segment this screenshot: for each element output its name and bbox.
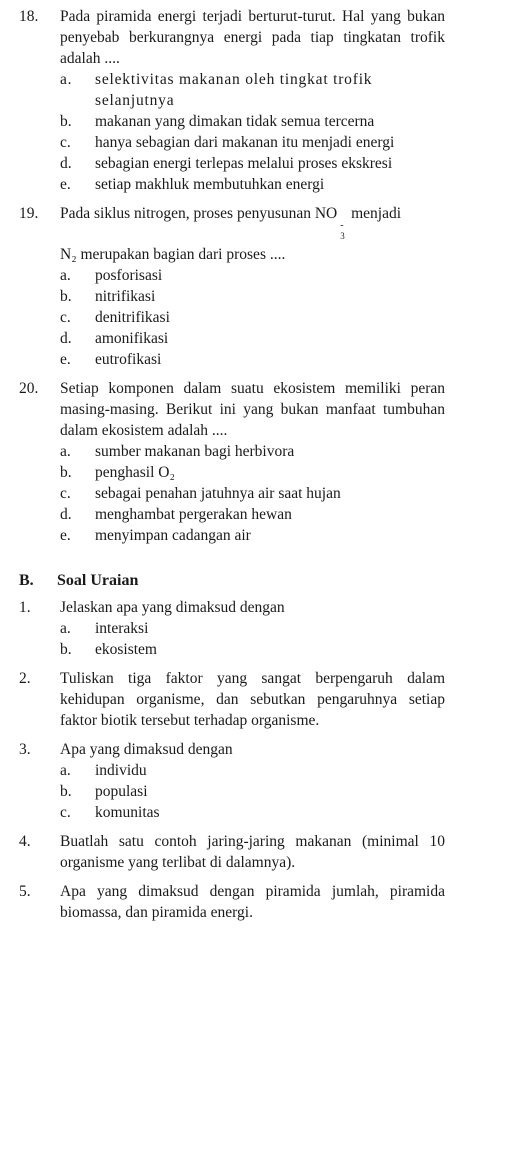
question-stem-line2: N₂ merupakan bagian dari proses ....	[60, 246, 286, 263]
option-b	[0, 111, 515, 132]
option-text: selektivitas makanan oleh tingkat trofik selanjutnya	[95, 71, 373, 109]
question-number: 19.	[19, 205, 39, 222]
option-a	[0, 760, 515, 781]
option-text: denitrifikasi	[95, 309, 170, 326]
essay-question-2	[0, 668, 515, 731]
question-18	[0, 6, 515, 69]
option-a	[0, 441, 515, 462]
option-text: eutrofikasi	[95, 351, 162, 368]
option-b	[0, 781, 515, 802]
option-e	[0, 174, 515, 195]
option-c	[0, 802, 515, 823]
essay-question-4	[0, 831, 515, 873]
option-b	[0, 286, 515, 307]
option-b	[0, 639, 515, 660]
option-letter: a.	[60, 267, 71, 284]
option-letter: a.	[60, 443, 71, 460]
option-text: hanya sebagian dari makanan itu menjadi energi	[95, 134, 395, 151]
section-heading	[0, 570, 515, 591]
option-d	[0, 153, 515, 174]
option-text: posforisasi	[95, 267, 163, 284]
option-letter: a.	[60, 71, 73, 88]
option-letter: c.	[60, 485, 71, 502]
question-stem: Apa yang dimaksud dengan	[60, 741, 233, 758]
nitrate-subscript: 3	[340, 231, 345, 241]
question-stem: Tuliskan tiga faktor yang sangat berpengaruh dalam kehidupan organisme, dan sebutkan pengaruhnya setiap faktor biotik tersebut terhadap organisme.	[60, 670, 445, 729]
option-text: sebagian energi terlepas melalui proses ekskresi	[95, 155, 393, 172]
option-letter: b.	[60, 641, 72, 658]
option-text: populasi	[95, 783, 148, 800]
option-letter: e.	[60, 527, 71, 544]
option-text: penghasil O₂	[95, 464, 175, 481]
option-c	[0, 307, 515, 328]
option-e	[0, 349, 515, 370]
option-a	[0, 618, 515, 639]
question-stem	[60, 203, 445, 241]
option-text: sumber makanan bagi herbivora	[95, 443, 295, 460]
question-stem: Jelaskan apa yang dimaksud dengan	[60, 599, 285, 616]
option-text: makanan yang dimakan tidak semua tercerna	[95, 113, 375, 130]
option-letter: c.	[60, 309, 71, 326]
question-number: 3.	[19, 741, 31, 758]
option-letter: b.	[60, 113, 72, 130]
question-20	[0, 378, 515, 441]
option-letter: b.	[60, 288, 72, 305]
option-text: amonifikasi	[95, 330, 169, 347]
option-text: menghambat pergerakan hewan	[95, 506, 292, 523]
option-c	[0, 483, 515, 504]
option-text: individu	[95, 762, 147, 779]
essay-question-5	[0, 881, 515, 923]
question-number: 4.	[19, 833, 31, 850]
option-letter: c.	[60, 804, 71, 821]
question-stem: Apa yang dimaksud dengan piramida jumlah, piramida biomassa, dan piramida energi.	[60, 883, 445, 921]
question-number: 20.	[19, 380, 39, 397]
option-letter: d.	[60, 330, 72, 347]
option-c	[0, 132, 515, 153]
option-a	[0, 69, 515, 111]
option-letter: b.	[60, 464, 72, 481]
question-stem: Pada piramida energi terjadi berturut-turut. Hal yang bukan penyebab berkurangnya energi pada tiap tingkatan trofik adalah ....	[60, 8, 445, 67]
section-title: Soal Uraian	[57, 572, 139, 589]
charge-superscript: -	[340, 220, 344, 231]
option-text: interaksi	[95, 620, 149, 637]
option-text: ekosistem	[95, 641, 157, 658]
option-text: setiap makhluk membutuhkan energi	[95, 176, 325, 193]
section-label: B.	[19, 572, 34, 589]
option-letter: d.	[60, 506, 72, 523]
question-number: 2.	[19, 670, 31, 687]
option-b	[0, 462, 515, 483]
question-stem: Buatlah satu contoh jaring-jaring makanan (minimal 10 organisme yang terlibat di dalamnya).	[60, 833, 445, 871]
option-letter: c.	[60, 134, 71, 151]
option-text: nitrifikasi	[95, 288, 156, 305]
question-number: 18.	[19, 8, 39, 25]
essay-question-3	[0, 739, 515, 760]
essay-question-1	[0, 597, 515, 618]
option-d	[0, 504, 515, 525]
option-letter: b.	[60, 783, 72, 800]
option-letter: e.	[60, 351, 71, 368]
stem-text-end: menjadi	[347, 205, 402, 222]
question-stem: Setiap komponen dalam suatu ekosistem memiliki peran masing-masing. Berikut ini yang bukan manfaat tumbuhan dalam ekosistem adalah ....	[60, 380, 445, 439]
option-letter: a.	[60, 762, 71, 779]
option-a	[0, 265, 515, 286]
option-e	[0, 525, 515, 546]
question-number: 1.	[19, 599, 31, 616]
question-number: 5.	[19, 883, 31, 900]
option-text: komunitas	[95, 804, 160, 821]
option-d	[0, 328, 515, 349]
option-letter: a.	[60, 620, 71, 637]
option-text: menyimpan cadangan air	[95, 527, 251, 544]
option-letter: d.	[60, 155, 72, 172]
option-text: sebagai penahan jatuhnya air saat hujan	[95, 485, 341, 502]
option-letter: e.	[60, 176, 71, 193]
stem-text: Pada siklus nitrogen, proses penyusunan NO	[60, 205, 338, 222]
question-19	[0, 203, 515, 265]
